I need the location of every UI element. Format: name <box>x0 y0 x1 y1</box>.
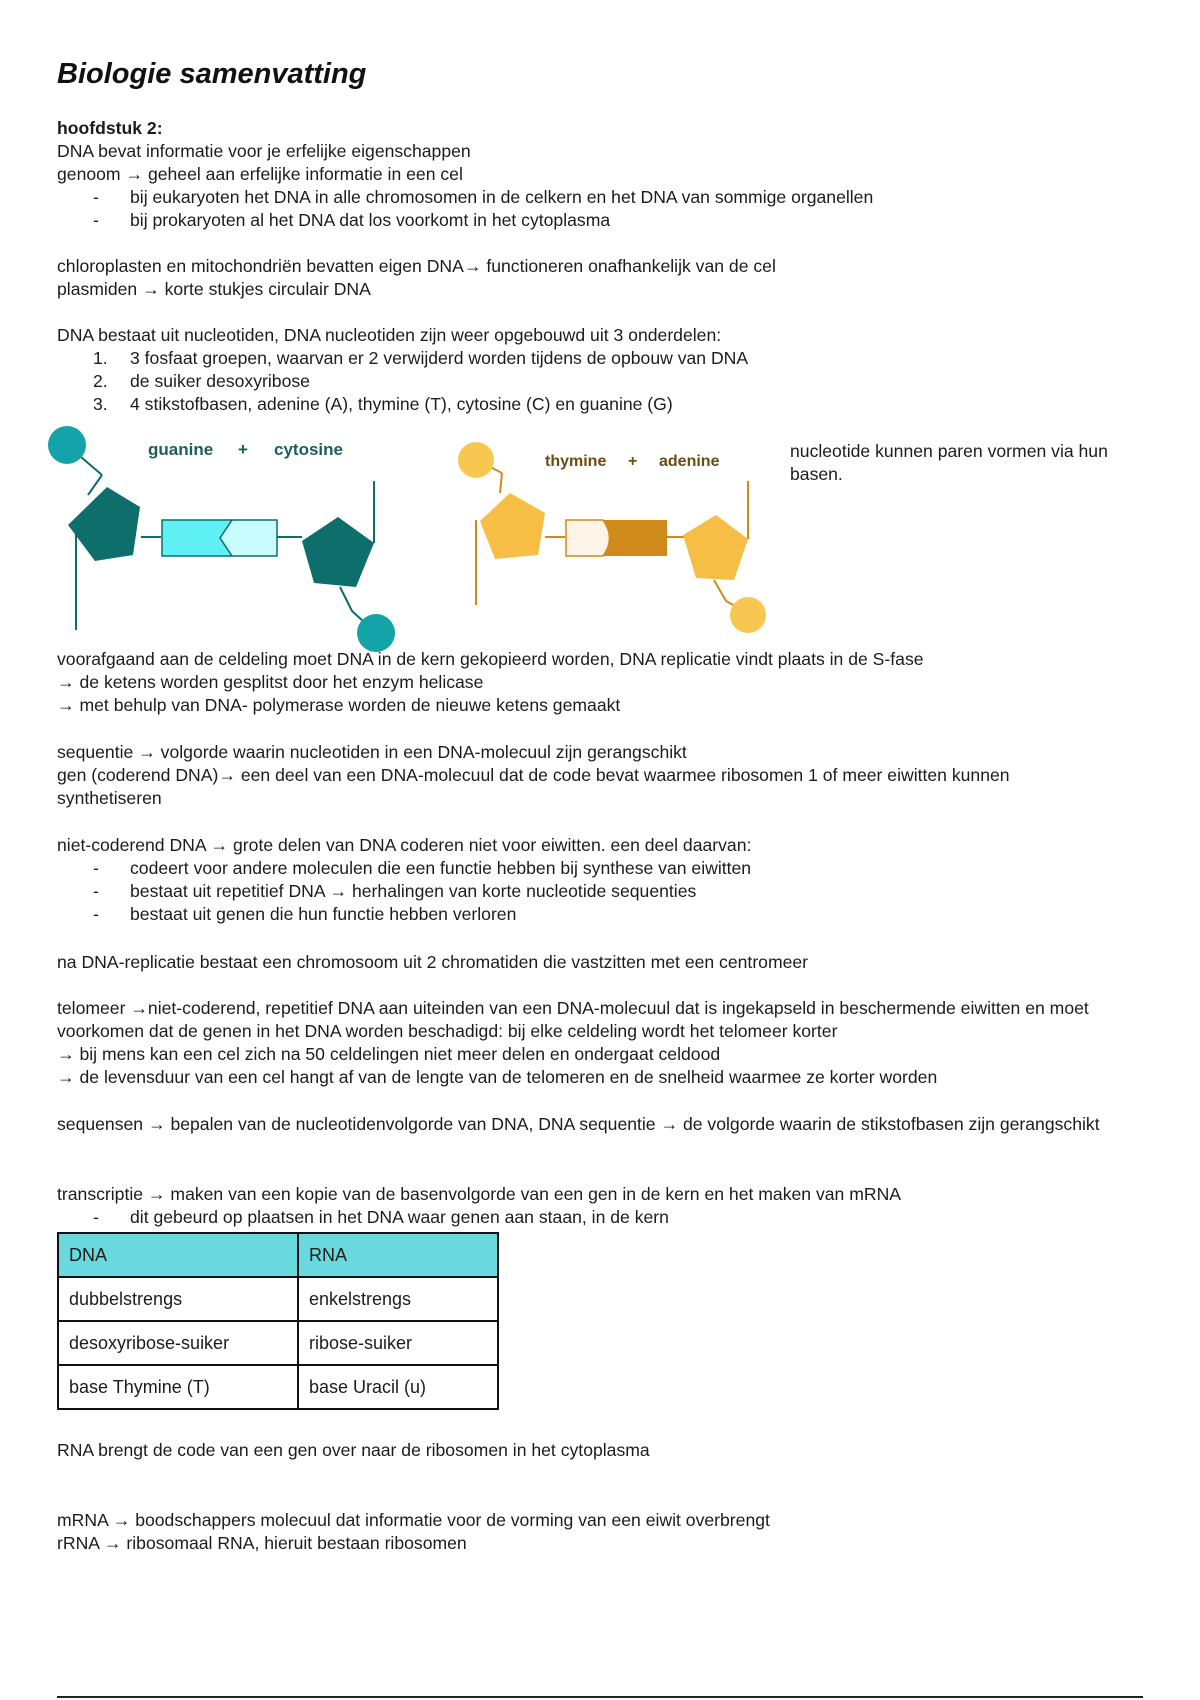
intro-section <box>57 117 1147 232</box>
phosphate-ball <box>730 597 766 633</box>
list-item <box>57 1206 1147 1229</box>
telomere-section <box>57 997 1117 1089</box>
phosphate-link <box>500 473 502 493</box>
nucleotides-section <box>57 324 1147 416</box>
adenine-label: adenine <box>659 453 720 470</box>
text-line: → de levensduur van een cel hangt af van de lengte van de telomeren en de snelheid waarmee ze korter worden <box>57 1067 938 1087</box>
text-line: chloroplasten en mitochondriën bevatten eigen DNA→ functioneren onafhankelijk van de cel <box>57 256 776 276</box>
phosphate-ball <box>48 426 86 464</box>
list-item-text: dit gebeurd op plaatsen in het DNA waar genen aan staan, in de kern <box>130 1207 669 1227</box>
rna-section <box>57 1439 1147 1462</box>
cytosine-label: cytosine <box>274 440 343 459</box>
sugar-pentagon <box>302 517 374 587</box>
table-row <box>58 1277 498 1321</box>
rna-types-section <box>57 1509 1147 1555</box>
sugar-pentagon <box>68 487 140 561</box>
thymine-adenine-pair <box>458 442 766 633</box>
guanine-cytosine-pair <box>48 426 395 652</box>
transcription-section <box>57 1183 1147 1229</box>
text-paragraph: telomeer →niet-coderend, repetitief DNA aan uiteinden van een DNA-molecuul dat is ingekapseld in beschermende eiwitten en moet voorkomen dat de genen in het DNA worden beschadigd: bij elke celdeling wordt het telomeer korter <box>57 998 1089 1041</box>
bullet-dash: - <box>93 904 99 924</box>
list-item-text: de suiker desoxyribose <box>130 371 310 391</box>
list-item-text: bestaat uit repetitief DNA → herhalingen van korte nucleotide sequenties <box>130 881 697 901</box>
table-cell: base Uracil (u) <box>298 1365 498 1409</box>
thymine-block <box>566 520 610 556</box>
text-line: mRNA → boodschappers molecuul dat informatie voor de vorming van een eiwit overbrengt <box>57 1510 770 1530</box>
list-item-text: codeert voor andere moleculen die een functie hebben bij synthese van eiwitten <box>130 858 752 878</box>
thymine-label: thymine <box>545 453 607 470</box>
text-line: RNA brengt de code van een gen over naar de ribosomen in het cytoplasma <box>57 1440 650 1460</box>
list-item-text: 4 stikstofbasen, adenine (A), thymine (T), cytosine (C) en guanine (G) <box>130 394 673 414</box>
page-title: Biologie samenvatting <box>57 58 367 90</box>
table-header-row <box>58 1233 498 1277</box>
text-paragraph: gen (coderend DNA)→ een deel van een DNA-molecuul dat de code bevat waarmee ribosomen 1 of meer eiwitten kunnen synthetiseren <box>57 765 1010 808</box>
bullet-dash: - <box>93 1207 99 1227</box>
adenine-block <box>603 520 667 556</box>
diagram-note: nucleotide kunnen paren vormen via hun basen. <box>790 441 1108 484</box>
list-item-text: bij prokaryoten al het DNA dat los voorkomt in het cytoplasma <box>130 210 611 230</box>
cytosine-block <box>220 520 277 556</box>
table-cell: desoxyribose-suiker <box>58 1321 298 1365</box>
list-number: 1. <box>93 348 108 368</box>
text-line: genoom → geheel aan erfelijke informatie in een cel <box>57 164 463 184</box>
phosphate-link <box>714 580 726 601</box>
bullet-dash: - <box>93 881 99 901</box>
table-cell: enkelstrengs <box>298 1277 498 1321</box>
table-header-cell: DNA <box>58 1233 298 1277</box>
dna-rna-table <box>57 1232 499 1410</box>
plus-sign: + <box>238 440 248 459</box>
text-line: voorafgaand aan de celdeling moet DNA in de kern gekopieerd worden, DNA replicatie vindt plaats in de S-fase <box>57 649 924 669</box>
table-header-cell: RNA <box>298 1233 498 1277</box>
list-item <box>57 370 1147 393</box>
list-item <box>57 209 1147 232</box>
phosphate-link <box>88 475 102 495</box>
table-cell: base Thymine (T) <box>58 1365 298 1409</box>
text-paragraph: sequensen → bepalen van de nucleotidenvolgorde van DNA, DNA sequentie → de volgorde waarin de stikstofbasen zijn gerangschikt <box>57 1114 1100 1134</box>
text-line: → bij mens kan een cel zich na 50 celdelingen niet meer delen en ondergaat celdood <box>57 1044 721 1064</box>
list-number: 2. <box>93 371 108 391</box>
organelles-section <box>57 255 1147 301</box>
footer-divider <box>57 1696 1143 1698</box>
bullet-dash: - <box>93 187 99 207</box>
list-item <box>57 903 1147 926</box>
list-item <box>57 880 1147 903</box>
text-line: niet-coderend DNA → grote delen van DNA coderen niet voor eiwitten. een deel daarvan: <box>57 835 752 855</box>
plus-sign: + <box>628 453 638 470</box>
text-line: → met behulp van DNA- polymerase worden de nieuwe ketens gemaakt <box>57 695 621 715</box>
text-line: rRNA → ribosomaal RNA, hieruit bestaan ribosomen <box>57 1533 467 1553</box>
text-line: sequentie → volgorde waarin nucleotiden in een DNA-molecuul zijn gerangschikt <box>57 742 687 762</box>
noncoding-section <box>57 834 1147 926</box>
list-item <box>57 857 1147 880</box>
list-item <box>57 393 1147 416</box>
table-row <box>58 1321 498 1365</box>
bullet-dash: - <box>93 858 99 878</box>
sequencing-section <box>57 1113 1147 1136</box>
base-pair-diagram <box>40 425 800 655</box>
list-item <box>57 347 1147 370</box>
list-number: 3. <box>93 394 108 414</box>
text-line: plasmiden → korte stukjes circulair DNA <box>57 279 371 299</box>
phosphate-link <box>340 587 352 611</box>
chromosome-section <box>57 951 1147 974</box>
chapter-heading: hoofdstuk 2: <box>57 118 163 138</box>
text-line: transcriptie → maken van een kopie van de basenvolgorde van een gen in de kern en het maken van mRNA <box>57 1184 902 1204</box>
bullet-dash: - <box>93 210 99 230</box>
table-cell: ribose-suiker <box>298 1321 498 1365</box>
table-row <box>58 1365 498 1409</box>
text-line: na DNA-replicatie bestaat een chromosoom uit 2 chromatiden die vastzitten met een centromeer <box>57 952 809 972</box>
phosphate-ball <box>458 442 494 478</box>
sugar-pentagon <box>480 493 545 559</box>
text-line: → de ketens worden gesplitst door het enzym helicase <box>57 672 484 692</box>
text-line: DNA bestaat uit nucleotiden, DNA nucleotiden zijn weer opgebouwd uit 3 onderdelen: <box>57 325 722 345</box>
phosphate-ball <box>357 614 395 652</box>
list-item-text: bij eukaryoten het DNA in alle chromosomen in de celkern en het DNA van sommige organellen <box>130 187 874 207</box>
table-cell: dubbelstrengs <box>58 1277 298 1321</box>
sugar-pentagon <box>683 515 748 580</box>
guanine-label: guanine <box>148 440 214 459</box>
text-line: DNA bevat informatie voor je erfelijke eigenschappen <box>57 141 471 161</box>
list-item-text: 3 fosfaat groepen, waarvan er 2 verwijderd worden tijdens de opbouw van DNA <box>130 348 749 368</box>
replication-section <box>57 648 1147 717</box>
sequence-section <box>57 741 1107 810</box>
list-item-text: bestaat uit genen die hun functie hebben verloren <box>130 904 517 924</box>
list-item <box>57 186 1147 209</box>
